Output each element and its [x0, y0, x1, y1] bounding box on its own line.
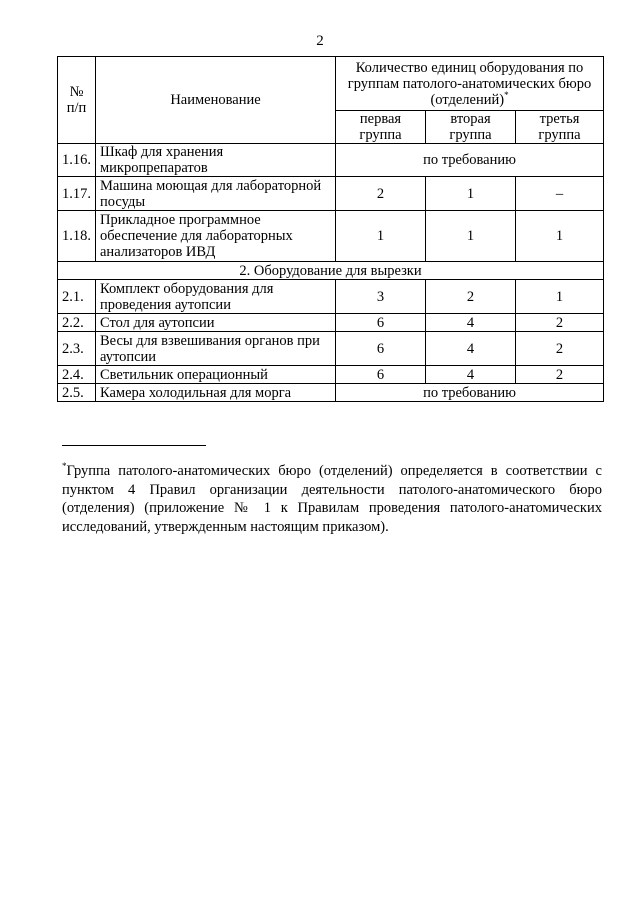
header-qty — [336, 57, 604, 111]
footnote-separator — [62, 445, 206, 446]
row-value-group-1: 6 — [336, 314, 426, 332]
table-row — [58, 211, 604, 262]
table-body — [58, 144, 604, 402]
row-merged-value: по требованию — [336, 144, 604, 177]
row-num: 1.17. — [58, 177, 96, 211]
row-name: Стол для аутопсии — [96, 314, 336, 332]
header-row — [58, 57, 604, 111]
row-value-group-3: 1 — [516, 211, 604, 262]
table-row — [58, 332, 604, 366]
footnote-mark: * — [504, 89, 509, 100]
row-name: Весы для взвешивания органов при аутопсии — [96, 332, 336, 366]
table-row — [58, 314, 604, 332]
row-value-group-2: 4 — [426, 314, 516, 332]
header-qty-text: Количество единиц оборудования по группам патолого-анатомических бюро (отделений) — [347, 59, 592, 108]
page-number: 2 — [316, 33, 324, 49]
row-value-group-2: 4 — [426, 366, 516, 384]
row-value-group-1: 6 — [336, 332, 426, 366]
row-value-group-2: 2 — [426, 280, 516, 314]
row-value-group-3: 2 — [516, 314, 604, 332]
section-row — [58, 262, 604, 280]
row-num: 2.3. — [58, 332, 96, 366]
row-value-group-3: 2 — [516, 332, 604, 366]
row-value-group-3: 2 — [516, 366, 604, 384]
header-name: Наименование — [96, 57, 336, 144]
table-row — [58, 280, 604, 314]
row-num: 2.5. — [58, 384, 96, 402]
row-num: 1.18. — [58, 211, 96, 262]
row-name: Светильник операционный — [96, 366, 336, 384]
row-value-group-1: 1 — [336, 211, 426, 262]
header-group-1: первая группа — [336, 111, 426, 144]
footnote-mark: * — [62, 461, 67, 472]
table-row — [58, 144, 604, 177]
table-header — [58, 57, 604, 144]
table-row — [58, 384, 604, 402]
row-value-group-2: 1 — [426, 177, 516, 211]
row-value-group-2: 1 — [426, 211, 516, 262]
header-group-2: вторая группа — [426, 111, 516, 144]
section-title: 2. Оборудование для вырезки — [58, 262, 604, 280]
header-num: № п/п — [58, 57, 96, 144]
table-row — [58, 366, 604, 384]
row-num: 2.2. — [58, 314, 96, 332]
row-name: Прикладное программное обеспечение для лабораторных анализаторов ИВД — [96, 211, 336, 262]
row-name: Шкаф для хранения микропрепаратов — [96, 144, 336, 177]
row-num: 2.1. — [58, 280, 96, 314]
row-value-group-1: 3 — [336, 280, 426, 314]
row-name: Машина моющая для лабораторной посуды — [96, 177, 336, 211]
row-name: Камера холодильная для морга — [96, 384, 336, 402]
row-value-group-2: 4 — [426, 332, 516, 366]
footnote — [62, 462, 602, 536]
row-name: Комплект оборудования для проведения аутопсии — [96, 280, 336, 314]
row-num: 1.16. — [58, 144, 96, 177]
row-num: 2.4. — [58, 366, 96, 384]
row-value-group-1: 2 — [336, 177, 426, 211]
row-merged-value: по требованию — [336, 384, 604, 402]
footnote-text: Группа патолого-анатомических бюро (отделений) определяется в соответствии с пунктом 4 Правил организации деятельности патолого-анатомического бюро (отделения) (приложение № 1 к Правилам проведения патолого-анатомических исследований, утвержденным настоящим приказом). — [62, 463, 602, 535]
row-value-group-3: 1 — [516, 280, 604, 314]
equipment-table — [57, 56, 604, 402]
header-group-3: третья группа — [516, 111, 604, 144]
row-value-group-3: – — [516, 177, 604, 211]
row-value-group-1: 6 — [336, 366, 426, 384]
table-row — [58, 177, 604, 211]
